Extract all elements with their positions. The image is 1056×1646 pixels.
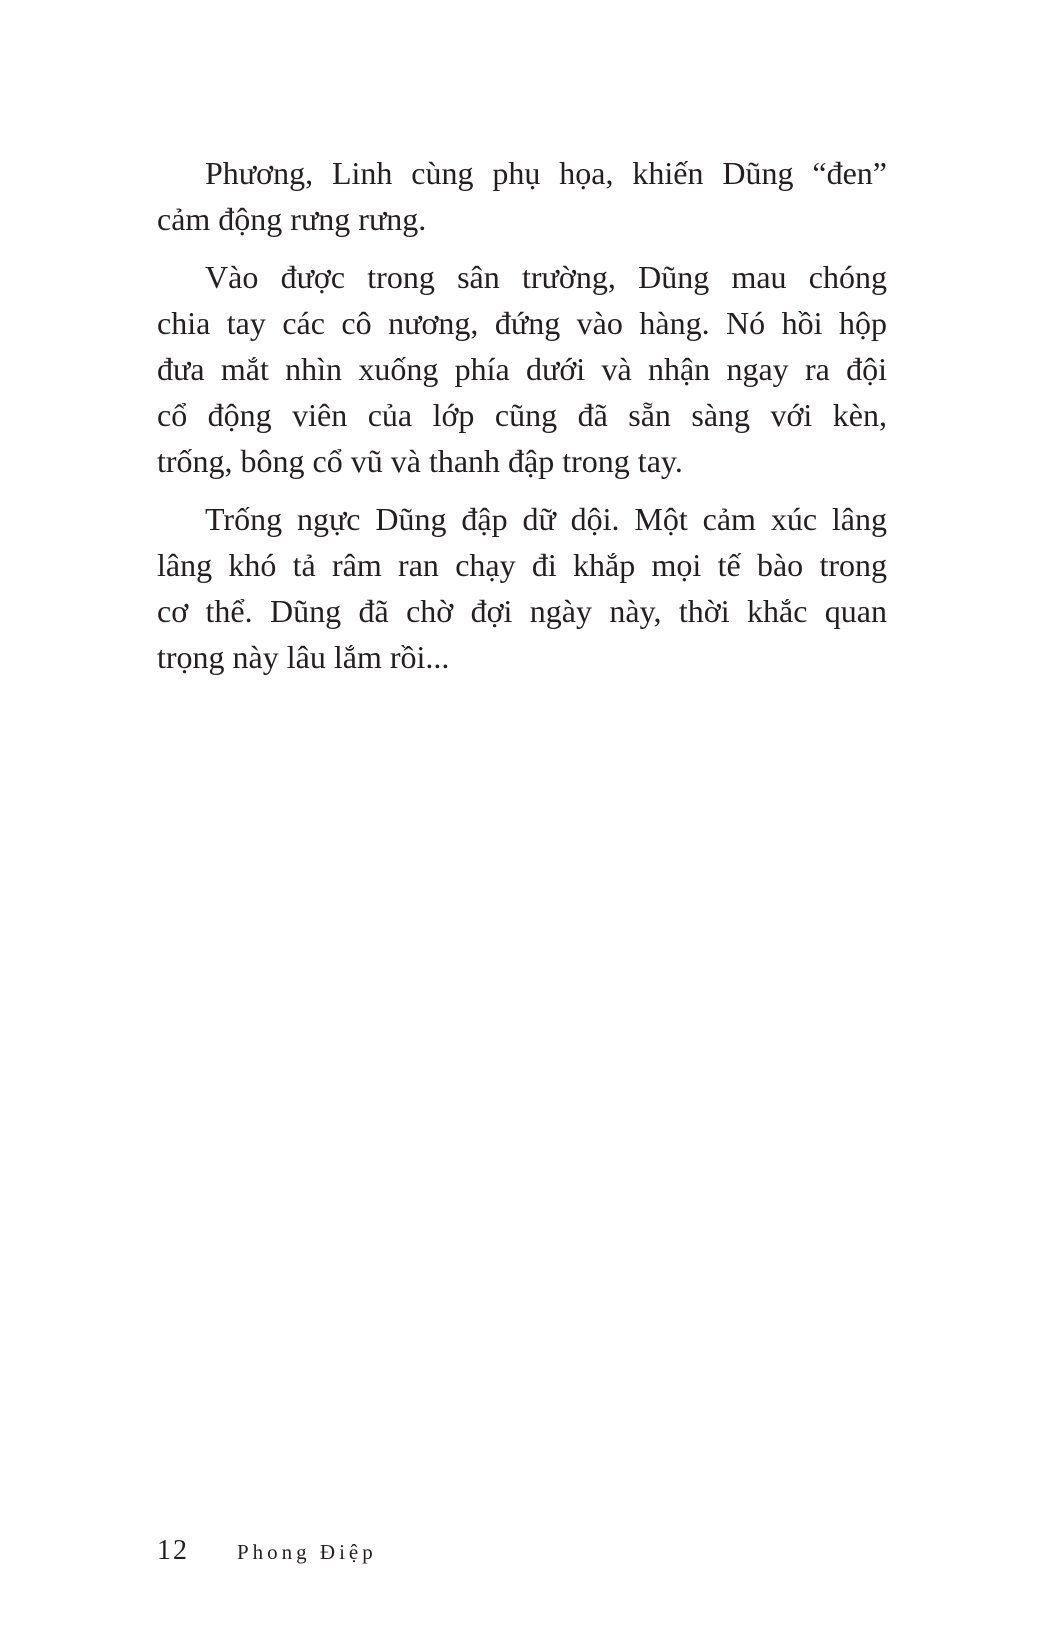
body-text bbox=[157, 150, 887, 692]
page-number: 12 bbox=[157, 1535, 189, 1566]
text-line: trọng này lâu lắm rồi... bbox=[157, 639, 450, 675]
text-line: cơ thể. Dũng đã chờ đợi ngày này, thời khắc quan bbox=[157, 593, 887, 629]
paragraph-3 bbox=[157, 496, 887, 680]
text-line: đưa mắt nhìn xuống phía dưới và nhận ngay ra đội bbox=[157, 351, 887, 387]
text-line: cảm động rưng rưng. bbox=[157, 201, 427, 237]
text-line: Phương, Linh cùng phụ họa, khiến Dũng “đen” bbox=[205, 155, 887, 191]
text-line: trống, bông cổ vũ và thanh đập trong tay. bbox=[157, 443, 683, 479]
text-line: Vào được trong sân trường, Dũng mau chóng bbox=[205, 259, 887, 295]
paragraph-2 bbox=[157, 254, 887, 484]
page-footer bbox=[157, 1535, 377, 1575]
text-line: chia tay các cô nương, đứng vào hàng. Nó hồi hộp bbox=[157, 305, 887, 341]
text-line: lâng khó tả râm ran chạy đi khắp mọi tế bào trong bbox=[157, 547, 887, 583]
running-head-author: Phong Điệp bbox=[237, 1540, 377, 1564]
text-line: cổ động viên của lớp cũng đã sẵn sàng với kèn, bbox=[157, 397, 887, 433]
paragraph-1 bbox=[157, 150, 887, 242]
text-line: Trống ngực Dũng đập dữ dội. Một cảm xúc lâng bbox=[205, 501, 887, 537]
